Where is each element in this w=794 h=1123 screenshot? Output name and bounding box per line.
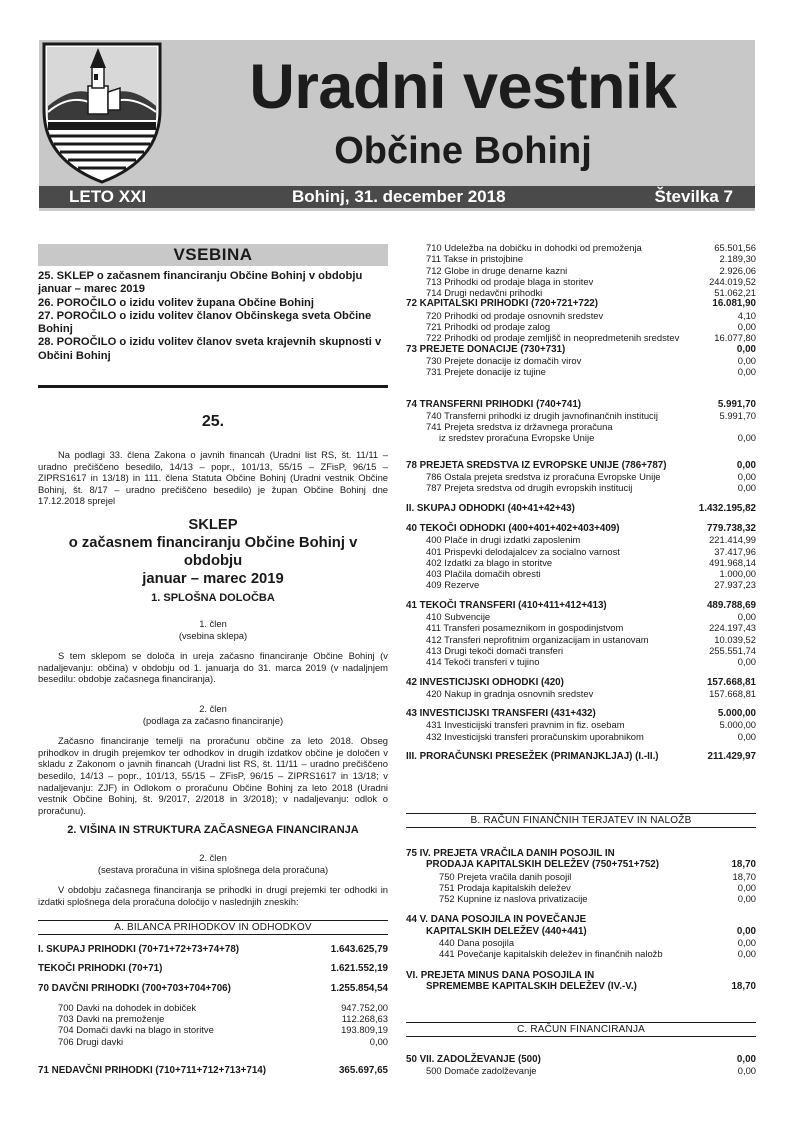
table-row: 409 Rezerve 27.937,23 [426,579,756,591]
table-row: 711 Takse in pristojbine 2.189,30 [426,253,756,265]
table-row: 740 Transferni prihodki iz drugih javnofinančnih institucij 5.991,70 [426,409,756,421]
table-row: 751 Prodaja kapitalskih deležev 0,00 [439,881,756,893]
table-row: TEKOČI PRIHODKI (70+71) 1.621.552,19 [38,963,388,975]
section-divider [38,385,388,388]
table-row: 741 Prejeta sredstva iz državnega proračuna [426,421,613,433]
newsletter-title: Uradni vestnik [249,52,677,122]
table-row: I. SKUPAJ PRIHODKI (70+71+72+73+74+78) 1.643.625,79 [38,944,388,955]
issue-date: Bohinj, 31. december 2018 [292,187,506,206]
table-b [406,813,756,992]
article-1-text: S tem sklepom se določa in ureja začasno financiranje Občine Bohinj (v nadaljevanju: občina) v obdobju od 1. januarja do 31. marca 2019 (v nadaljnjem besedilu: obdobje začasnega financiranja). [38,650,388,685]
table-row: 411 Transferi posameznikom in gospodinjstvom 224.197,43 [426,622,756,634]
article-3-number: 2. člen [199,852,227,863]
article-3-text: V obdobju začasnega financiranja se prihodki in drugi prejemki ter odhodki in izdatki splošnega dela proračuna določijo v naslednjih zneskih: [38,884,388,907]
table-row: 402 Izdatki za blago in storitve 491.968,14 [426,556,756,568]
table-row: 43 INVESTICIJSKI TRANSFERI (431+432) 5.000,00 [406,708,756,720]
table-row: 72 KAPITALSKI PRIHODKI (720+721+722) 16.081,90 [406,298,756,310]
table-row: 440 Dana posojila 0,00 [439,937,756,949]
table-row: 401 Prispevki delodajalcev za socialno varnost 37.417,96 [426,545,756,557]
table-row: KAPITALSKIH DELEŽEV (440+441) 0,00 [426,925,756,937]
table-row: 722 Prihodki od prodaje zemljišč in neopredmetenih sredstev 16.077,80 [426,332,756,344]
article-2-subject: (podlaga za začasno financiranje) [142,714,284,726]
table-b-heading: B. RAČUN FINANČNIH TERJATEV IN NALOŽB [406,813,756,828]
section-heading: 2. VIŠINA IN STRUKTURA ZAČASNEGA FINANCIRANJA [67,824,359,836]
article-intro: Na podlagi 33. člena Zakona o javnih financah (Uradni list RS, št. 11/11 – uradno prečiščeno besedilo, 14/13 – popr., 101/13, 55/15 – ZFisP, 96/15 – ZIPRS1617 in 13/18) in 111. člena Statuta Občine Bohinj (Uradni vestnik Občine Bohinj, št. 8/17 – uradno prečiščeno besedilo) je župan Občine Bohinj dne 17.12.2018 sprejel [38,449,388,507]
table-row: 420 Nakup in gradnja osnovnih sredstev 157.668,81 [426,687,756,699]
table-row: 75 IV. PREJETA VRAČILA DANIH POSOJIL IN [406,848,615,859]
table-row: 44 V. DANA POSOJILA IN POVEČANJE [406,914,587,926]
table-row: 41 TEKOČI TRANSFERI (410+411+412+413) 489.788,69 [406,599,756,611]
table-row: 40 TEKOČI ODHODKI (400+401+402+403+409) 779.738,32 [406,522,756,534]
table-row: 787 Prejeta sredstva od drugih evropskih institucij 0,00 [426,482,756,494]
table-row: 714 Drugi nedavčni prihodki 51.062,21 [426,287,756,299]
table-row: 731 Prejete donacije iz tujine 0,00 [426,366,756,378]
article-number: 25. [201,413,225,430]
table-row: 400 Plače in drugi izdatki zaposlenim 221.414,99 [426,534,756,546]
toc-heading: VSEBINA [38,244,388,266]
table-row: 750 Prejeta vračila danih posojil 18,70 [439,870,756,882]
table-row: 441 Povečanje kapitalskih deležev in finančnih naložb 0,00 [439,948,756,960]
table-row: 70 DAVČNI PRIHODKI (700+703+704+706) 1.255.854,54 [38,982,388,994]
table-row: 74 TRANSFERNI PRIHODKI (740+741) 5.991,70 [406,398,756,410]
article-2 [38,703,388,816]
year-label: LETO XXI [69,187,147,206]
table-row: 712 Globe in druge denarne kazni 2.926,06 [426,264,756,276]
table-row: 730 Prejete donacije iz domačih virov 0,00 [426,354,756,366]
table-c-heading: C. RAČUN FINANCIRANJA [406,1022,756,1037]
table-row: 413 Drugi tekoči domači transferi 255.551,74 [426,644,756,656]
table-row: 403 Plačila domačih obresti 1.000,00 [426,568,756,580]
table-row: 71 NEDAVČNI PRIHODKI (710+711+712+713+714) 365.697,65 [38,1065,388,1077]
table-row: 42 INVESTICIJSKI ODHODKI (420) 157.668,81 [406,676,756,688]
table-row: 752 Kupnine iz naslova privatizacije 0,00 [439,893,756,905]
table-row: III. PRORAČUNSKI PRESEŽEK (PRIMANJKLJAJ) (I.-II.) 211.429,97 [406,750,756,762]
table-row: II. SKUPAJ ODHODKI (40+41+42+43) 1.432.195,82 [406,502,756,514]
table-row: 721 Prihodki od prodaje zalog 0,00 [426,321,756,333]
table-a [38,920,388,1076]
article-1-subject: (vsebina sklepa) [178,629,248,641]
table-row: 704 Domači davki na blago in storitve 193.809,19 [58,1024,388,1036]
table-row: SPREMEMBE KAPITALSKIH DELEŽEV (IV.-V.) 18,70 [426,980,756,992]
bohinj-coat-of-arms-icon [40,40,164,185]
toc-item[interactable]: 25. SKLEP o začasnem financiranju Občine Bohinj v obdobju januar – marec 2019 [38,270,363,296]
article-3-subject: (sestava proračuna in višina splošnega dela proračuna) [97,863,329,875]
table-row: 50 VII. ZADOLŽEVANJE (500) 0,00 [406,1054,756,1065]
table-row: 700 Davki na dohodek in dobiček 947.752,00 [58,1001,388,1013]
table-row: 73 PREJETE DONACIJE (730+731) 0,00 [406,343,756,355]
issue-number: Številka 7 [654,187,733,206]
table-row: iz sredstev proračuna Evropske Unije 0,00 [439,432,756,444]
article-2-text: Začasno financiranje temelji na proračunu občine za leto 2018. Obseg prihodkov in drugih prejemkov ter odhodkov in drugih izdatkov občine je določen v skladu z Zakonom o javnih financah (Uradni list RS, št. 11/11 – uradno prečiščeno besedilo, 14/13 – popr., 101/13, 55/15 – ZFisP, 96/15 – ZIPRS1617 in 13/18; v nadaljevanju: ZJF) in Odlokom o proračunu Občine Bohinj za leto 2018 (Uradni vestnik Občine Bohinj, št. 9/2017, 2/2018 in 3/2018); v nadaljevanju: odlok o proračunu). [38,735,388,816]
article-1 [38,618,388,685]
toc-item[interactable]: 26. POROČILO o izidu volitev župana Občine Bohinj [38,296,314,309]
section-heading: 1. SPLOŠNA DOLOČBA [151,592,275,604]
table-row: 78 PREJETA SREDSTVA IZ EVROPSKE UNIJE (786+787) 0,00 [406,459,756,471]
table-row: 706 Drugi davki 0,00 [58,1035,388,1047]
table-row: VI. PREJETA MINUS DANA POSOJILA IN [406,969,595,981]
table-row: 703 Davki na premoženje 112.268,63 [58,1013,388,1025]
table-row: 412 Transferi neprofitnim organizacijam in ustanovam 10.039,52 [426,633,756,645]
table-row: 786 Ostala prejeta sredstva iz proračuna Evropske Unije 0,00 [426,471,756,483]
issue-band [39,186,755,208]
table-row: 410 Subvencije 0,00 [426,611,756,623]
table-row: PRODAJA KAPITALSKIH DELEŽEV (750+751+752) 18,70 [426,859,756,871]
table-row: 720 Prihodki od prodaje osnovnih sredstev 4,10 [426,309,756,321]
toc-item[interactable]: 28. POROČILO o izidu volitev članov sveta krajevnih skupnosti v Občini Bohinj [38,336,382,362]
article-1-number: 1. člen [199,618,227,629]
table-row: 431 Investicijski transferi pravnim in fiz. osebam 5.000,00 [426,719,756,731]
toc-item[interactable]: 27. POROČILO o izidu volitev članov Občinskega sveta Občine Bohinj [38,309,372,336]
revenue-expense-continuation [406,242,756,762]
resolution-title: SKLEP o začasnem financiranju Občine Bohinj v obdobju januar – marec 2019 [68,517,358,587]
table-row: 713 Prihodki od prodaje blaga in storitev 244.019,52 [426,275,756,287]
table-of-contents [38,244,388,363]
table-row: 432 Investicijski transferi proračunskim uporabnikom 0,00 [426,730,756,742]
table-row: 500 Domače zadolževanje 0,00 [426,1065,756,1077]
table-row: 710 Udeležba na dobičku in dohodki od premoženja 65.501,56 [426,242,756,253]
article-3 [38,852,388,907]
newsletter-subtitle: Občine Bohinj [334,130,592,172]
table-row: 414 Tekoči transferi v tujino 0,00 [426,656,756,668]
table-a-heading: A. BILANCA PRIHODKOV IN ODHODKOV [38,920,388,935]
table-c [406,1022,756,1077]
article-2-number: 2. člen [199,703,227,714]
